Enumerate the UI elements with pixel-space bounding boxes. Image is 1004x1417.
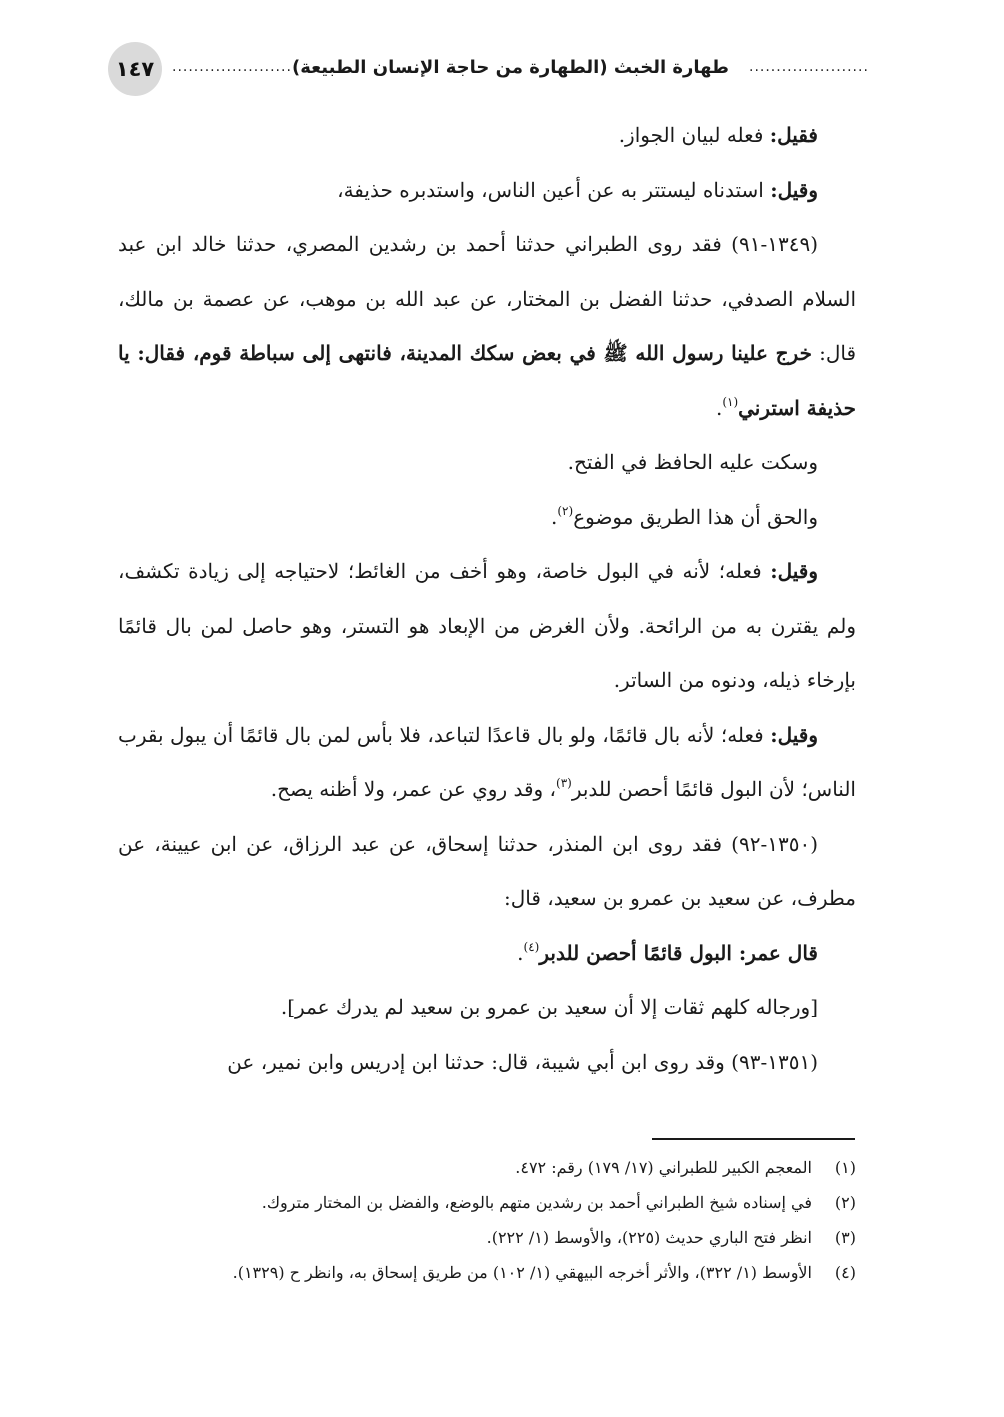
footnotes (110, 1150, 856, 1290)
footnote-number: (٤) (834, 1263, 856, 1282)
paragraph-text: (١٣٤٩-٩١) فقد روى الطبراني حدثنا أحمد بن رشدين المصري، حدثنا خالد ابن عبد السلام الصدفي، حدثنا الفضل بن المختار، عن عبد الله بن موهب، عن عصمة بن مالك، قال: (118, 232, 857, 365)
page-number: ١٤٧ (115, 57, 155, 81)
footnote (110, 1185, 856, 1220)
hadith-paragraph (118, 1035, 856, 1090)
paragraph-text: [ورجاله كلهم ثقات إلا أن سعيد بن عمرو بن سعيد لم يدرك عمر]. (280, 995, 818, 1019)
footnote-ref: (٢) (557, 503, 574, 518)
footnote-separator (652, 1138, 855, 1140)
hadith-paragraph (118, 817, 856, 926)
paragraph-end: ، وقد روي عن عمر، ولا أظنه يصح. (270, 777, 556, 801)
footnote-text: الأوسط (١/ ٣٢٢)، والأثر أخرجه البيهقي (١/ ١٠٢) من طريق إسحاق به، وانظر ح (١٣٢٩). (232, 1263, 812, 1282)
paragraph-end: . (551, 504, 558, 529)
header-leader-dots-left: ...................... (172, 59, 292, 75)
main-text (118, 108, 856, 1089)
footnote-ref: (٣) (556, 776, 572, 790)
page-number-badge (108, 42, 162, 96)
running-title: طهارة الخبث (الطهارة من حاجة الإنسان الطبيعة) (291, 56, 729, 78)
header-leader-dots-right: ...................... (749, 59, 869, 75)
footnote (110, 1255, 856, 1290)
paragraph-text: فعله؛ لأنه في البول خاصة، وهو أخف من الغائط؛ لاحتياجه إلى زيادة تكشف، ولم يقترن به من الرائحة. ولأن الغرض من الإبعاد هو التستر، وهو حاصل لمن بال قائمًا بإرخاء ذيله، ودنوه من الساتر. (118, 559, 856, 692)
paragraph-end: . (715, 395, 723, 420)
paragraph-text: (١٣٥١-٩٣) وقد روى ابن أبي شيبة، قال: حدثنا ابن إدريس وابن نمير، عن (227, 1049, 818, 1074)
footnote-ref: (١) (722, 394, 739, 409)
paragraph-lead: وقيل: (770, 722, 818, 747)
athar-text: قال عمر: البول قائمًا أحصن للدبر (539, 940, 818, 965)
paragraph-text: فعله؛ لأنه بال قائمًا، ولو بال قاعدًا لتباعد، فلا بأس لمن بال قائمًا أن يبول بقرب الناس؛ لأن البول قائمًا أحصن للدبر (118, 722, 856, 801)
paragraph (118, 544, 856, 708)
footnote-number: (٢) (834, 1193, 856, 1212)
paragraph (118, 435, 856, 490)
footnote (110, 1150, 856, 1185)
footnote-text: المعجم الكبير للطبراني (١٧/ ١٧٩) رقم: ٤٧٢. (515, 1158, 812, 1177)
footnote-number: (١) (834, 1158, 856, 1177)
paragraph-lead: وقيل: (770, 559, 818, 583)
paragraph (118, 163, 856, 218)
footnote-text: في إسناده شيخ الطبراني أحمد بن رشدين متهم بالوضع، والفضل بن المختار متروك. (261, 1193, 812, 1212)
paragraph-end: . (517, 940, 524, 965)
hadith-paragraph (118, 217, 856, 435)
paragraph-lead: وقيل: (770, 177, 818, 202)
paragraph-text: والحق أن هذا الطريق موضوع (573, 504, 818, 529)
hadith-text: خرج علينا رسول الله ﷺ في بعض سكك المدينة، فانتهى إلى سباطة قوم، فقال: يا حذيفة استرني (118, 341, 856, 420)
paragraph (118, 490, 856, 545)
running-header (172, 50, 869, 84)
paragraph-text: فعله لبيان الجواز. (618, 123, 770, 147)
paragraph-text: استدناه ليستتر به عن أعين الناس، واستدبره حذيفة، (337, 177, 771, 202)
paragraph-text: وسكت عليه الحافظ في الفتح. (567, 450, 818, 474)
paragraph (118, 708, 856, 817)
athar-paragraph (118, 926, 856, 981)
paragraph (118, 108, 856, 163)
footnote-text: انظر فتح الباري حديث (٢٢٥)، والأوسط (١/ ٢٢٢). (486, 1228, 812, 1247)
paragraph-lead: فقيل: (769, 123, 818, 147)
footnote-ref: (٤) (523, 939, 540, 954)
grading-note (118, 980, 856, 1035)
paragraph-text: (١٣٥٠-٩٢) فقد روى ابن المنذر، حدثنا إسحاق، عن عبد الرزاق، عن ابن عيينة، عن مطرف، عن سعيد بن عمرو بن سعيد، قال: (118, 831, 856, 910)
footnote-number: (٣) (834, 1228, 856, 1247)
footnote (110, 1220, 856, 1255)
